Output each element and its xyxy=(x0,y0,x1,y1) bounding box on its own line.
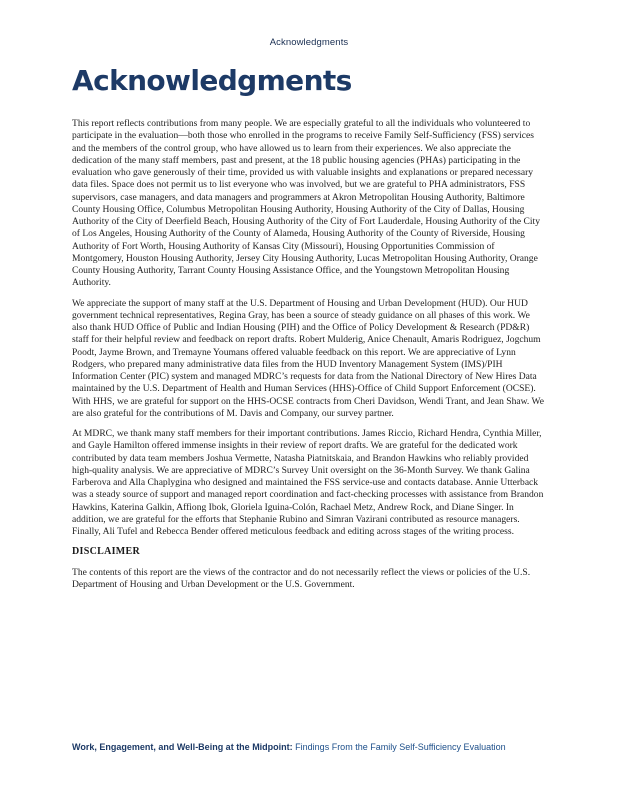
disclaimer-heading: DISCLAIMER xyxy=(72,546,141,558)
footer-report-title: Work, Engagement, and Well-Being at the Midpoint: xyxy=(72,742,293,752)
body-content xyxy=(72,118,546,599)
disclaimer-text: The contents of this report are the views of the contractor and do not necessarily reflect the views or policies of the U.S. Department of Housing and Urban Development or the U.S. Government. xyxy=(72,566,531,590)
page-footer xyxy=(72,742,572,752)
paragraph-pha-staff: This report reflects contributions from many people. We are especially grateful to all the individuals who volunteered to participate in the evaluation—both those who enrolled in the programs to receive Family Self-Sufficiency (FSS) services and the members of the control group, who have allowed us to learn from their experiences. We also appreciate the dedication of the many staff members, past and present, at the 18 public housing agencies (PHAs) participating in the evaluation who gave generously of their time, provided us with valuable insights and explanations or prepared necessary data files. Space does not permit us to list everyone who was involved, but we are grateful to PHA administrators, FSS supervisors, case managers, and data managers and programmers at Akron Metropolitan Housing Authority, Baltimore County Housing Office, Columbus Metropolitan Housing Authority, Housing Authority of the City of Dallas, Housing Authority of the City of Deerfield Beach, Housing Authority of the City of Fort Lauderdale, Housing Authority of the City of Los Angeles, Housing Authority of the County of Alameda, Housing Authority of the County of Riverside, Housing Authority of Fort Worth, Housing Authority of Kansas City (Missouri), Housing Opportunities Commission of Montgomery, Houston Housing Authority, Jersey City Housing Authority, Lucas Metropolitan Housing Authority, Orange County Housing Authority, Tarrant County Housing Assistance Office, and the Youngstown Metropolitan Housing Authority. xyxy=(72,118,540,289)
running-header: Acknowledgments xyxy=(269,37,349,48)
page-title: Acknowledgments xyxy=(72,64,352,97)
paragraph-hud-staff: We appreciate the support of many staff at the U.S. Department of Housing and Urban Development (HUD). Our HUD government technical representatives, Regina Gray, has been a source of steady guidance on all phases of this work. We also thank HUD Office of Public and Indian Housing (PIH) and the Office of Policy Development & Research (PD&R) staff for their helpful review and feedback on report drafts. Robert Mulderig, Anice Chenault, Amaris Rodriguez, Jogchum Poodt, Jayme Brown, and Tremayne Youmans offered valuable feedback on this report. We are appreciative of Lynn Rodgers, who prepared many administrative data files from the HUD Inventory Management System (IMS)/PIH Information Center (PIC) system and managed MDRC’s requests for data from the National Directory of New Hires Data maintained by the U.S. Department of Health and Human Services (HHS)-Office of Child Support Enforcement (OCSE). With HHS, we are grateful for support on the HHS-OCSE contracts from Cheri Davidson, Wendi Trant, and Jean Shaw. We are also grateful for the contributions of M. Davis and Company, our survey partner. xyxy=(72,297,544,419)
paragraph-mdrc-staff: At MDRC, we thank many staff members for their important contributions. James Riccio, Richard Hendra, Cynthia Miller, and Gayle Hamilton offered immense insights in their review of report drafts. We are grateful for the dedicated work contributed by data team members Joshua Vermette, Natasha Piatnitskaia, and Brandon Hawkins who reliably provided high-quality analysis. We are appreciative of MDRC’s Survey Unit oversight on the 36-Month Survey. We thank Galina Farberova and Alla Chaplygina who designed and maintained the FSS service-use and contacts database. Annie Utterback was a steady source of support and managed report coordination and fact-checking processes with assistance from Brandon Hawkins, Katerina Galkin, Affiong Ibok, Gloriela Iguina-Colón, Rachael Metz, Andrew Rock, and Diane Singer. In addition, we are grateful for the efforts that Stephanie Rubino and Simran Vazirani contributed as resource managers. Finally, Ali Tufel and Rebecca Bender offered meticulous feedback and editing across stages of the writing process. xyxy=(72,428,544,537)
footer-report-subtitle: Findings From the Family Self-Sufficiency Evaluation xyxy=(292,742,506,752)
